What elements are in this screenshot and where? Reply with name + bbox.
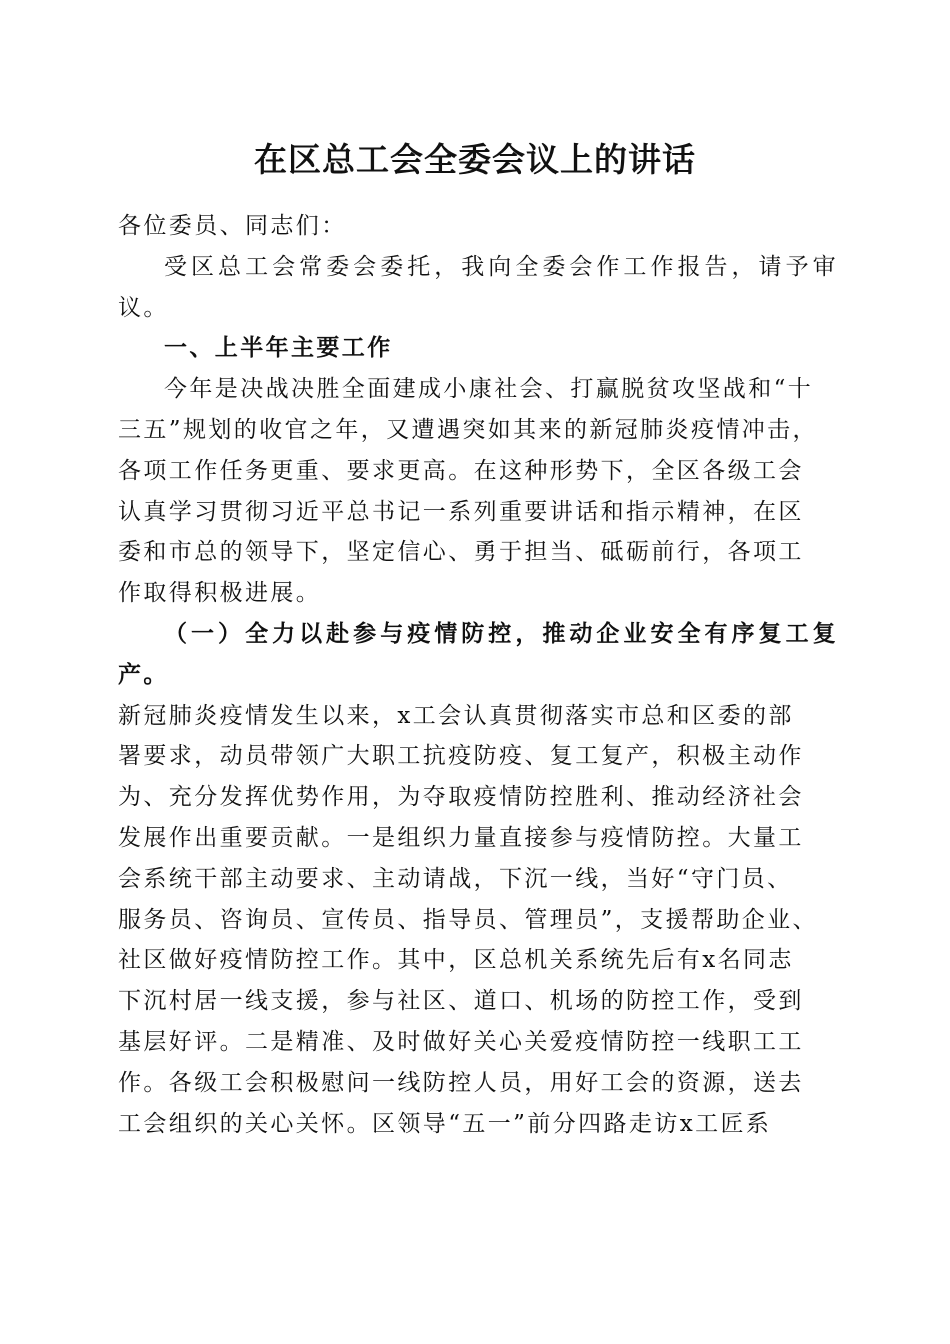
paragraph-2-line: 署要求，动员带领广大职工抗疫防疫、复工复产，积极主动作 <box>118 743 804 770</box>
section-heading: 一、上半年主要工作 <box>164 335 393 362</box>
paragraph-2-line: 工会组织的关心关怀。区领导“五一”前分四路走访x工匠系 <box>118 1110 772 1137</box>
paragraph-2-line: 作。各级工会积极慰问一线防控人员，用好工会的资源，送去 <box>118 1069 804 1096</box>
intro-paragraph: 受区总工会常委会委托，我向全委会作工作报告，请予审议。 <box>118 253 838 321</box>
document-title: 在区总工会全委会议上的讲话 <box>254 140 696 179</box>
paragraph-1 <box>118 369 838 614</box>
paragraph-1-line: 认真学习贯彻习近平总书记一系列重要讲话和指示精神，在区 <box>118 498 804 525</box>
salutation: 各位委员、同志们： <box>118 213 347 239</box>
paragraph-2-line: 发展作出重要贡献。一是组织力量直接参与疫情防控。大量工 <box>118 824 804 851</box>
document-body <box>118 206 838 1144</box>
paragraph-1-line: 三五”规划的收官之年，又遭遇突如其来的新冠肺炎疫情冲击， <box>118 416 818 443</box>
paragraph-2-line: 新冠肺炎疫情发生以来，x工会认真贯彻落实市总和区委的部 <box>118 702 794 729</box>
paragraph-2-line: 下沉村居一线支援，参与社区、道口、机场的防控工作，受到 <box>118 988 804 1015</box>
paragraph-1-line: 作取得积极进展。 <box>118 580 322 607</box>
paragraph-1-line: 委和市总的领导下，坚定信心、勇于担当、砥砺前行，各项工 <box>118 539 804 566</box>
paragraph-2-line: 服务员、咨询员、宣传员、指导员、管理员”，支援帮助企业、 <box>118 906 818 933</box>
paragraph-2 <box>118 696 838 1145</box>
paragraph-2-line: 社区做好疫情防控工作。其中，区总机关系统先后有x名同志 <box>118 947 794 974</box>
paragraph-1-line: 今年是决战决胜全面建成小康社会、打赢脱贫攻坚战和“十 <box>164 376 814 403</box>
paragraph-1-line: 各项工作任务更重、要求更高。在这种形势下，全区各级工会 <box>118 457 804 484</box>
paragraph-2-line: 会系统干部主动要求、主动请战，下沉一线，当好“守门员、 <box>118 865 793 892</box>
paragraph-2-line: 基层好评。二是精准、及时做好关心关爱疫情防控一线职工工 <box>118 1028 804 1055</box>
paragraph-2-line: 为、充分发挥优势作用，为夺取疫情防控胜利、推动经济社会 <box>118 784 804 811</box>
subsection-heading: （一）全力以赴参与疫情防控，推动企业安全有序复工复产。 <box>118 619 838 688</box>
